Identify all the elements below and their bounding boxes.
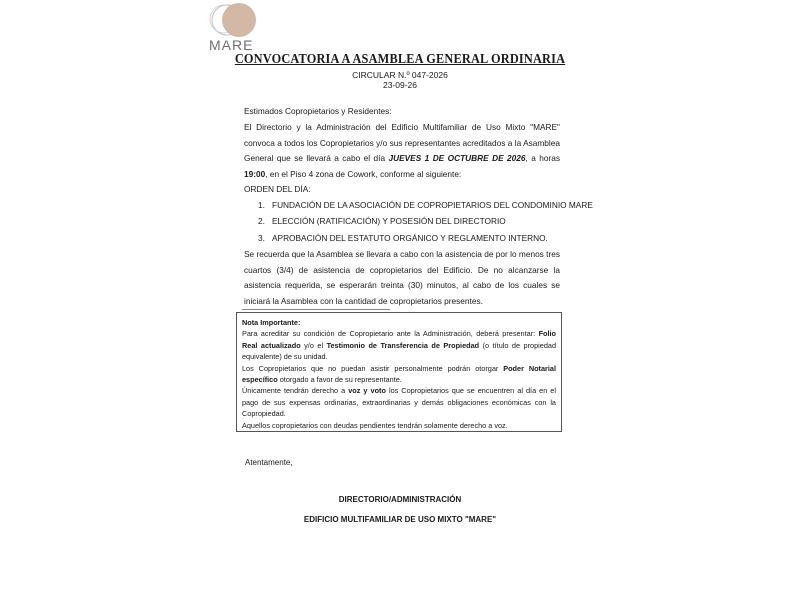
note-text: y/o el <box>300 340 327 350</box>
note-bold-text: Folio Real actualizado <box>242 329 556 350</box>
mare-logo-icon <box>205 2 265 42</box>
note-paragraph-3 <box>242 385 556 419</box>
note-bold-text: Poder Notarial específico <box>242 363 556 385</box>
intro-text-2: , a horas <box>525 153 560 163</box>
note-text: Para acreditar su condición de Copropietario ante la Administración, deberá presentar: <box>242 329 539 339</box>
meeting-time: 19:00 <box>244 168 266 179</box>
agenda-item-number: 3. <box>258 233 265 243</box>
logo-text: MARE <box>209 37 254 53</box>
intro-text-3: , en el Piso 4 zona de Cowork, conforme al siguiente: <box>265 168 462 179</box>
agenda-item-number: 2. <box>258 216 265 226</box>
signer-edificio: EDIFICIO MULTIFAMILIAR DE USO MIXTO "MARE" <box>303 515 497 524</box>
important-note-box <box>236 312 562 432</box>
agenda-item-number: 1. <box>258 200 265 210</box>
agenda-item <box>258 231 548 247</box>
agenda-item-text: APROBACIÓN DEL ESTATUTO ORGÁNICO Y REGLAMENTO INTERNO. <box>272 233 548 243</box>
agenda-item <box>258 214 506 230</box>
note-bold-text: Testimonio de Transferencia de Propiedad <box>326 340 480 350</box>
note-text: Únicamente tendrán derecho a <box>242 386 349 396</box>
meeting-date: JUEVES 1 DE OCTUBRE DE 2026 <box>388 153 526 163</box>
intro-text-1: El Directorio y la Administración del Edificio Multifamiliar de Uso Mixto "MARE" convoca a todos los Copropietarios y/o sus representantes acreditados a la Asamblea General que se llevará a cabo el día <box>244 122 560 163</box>
closing-regards: Atentamente, <box>245 458 293 467</box>
quorum-reminder: Se recuerda que la Asamblea se llevara a cabo con la asistencia de por lo menos tres cuartos (3/4) de asistencia de copropietarios del Edificio. De no alcanzarse la asistencia requerida, se esperarán treinta (30) minutos, al cabo de los cuales se iniciará la Asamblea con la cantidad de copropietarios presentes. <box>244 249 560 306</box>
note-text: (o título de propiedad equivalente) de su unidad. <box>242 340 557 362</box>
agenda-item <box>258 198 593 214</box>
circular-number: CIRCULAR N.º 047-2026 <box>352 70 448 80</box>
agenda-item-text: FUNDACIÓN DE LA ASOCIACIÓN DE COPROPIETARIOS DEL CONDOMINIO MARE <box>272 200 593 210</box>
note-text: Los Copropietarios que no puedan asistir personalmente podrán otorgar <box>242 363 504 373</box>
note-title: Nota Importante: <box>242 318 301 327</box>
mare-logo <box>205 2 265 52</box>
note-bold-text: voz y voto <box>348 386 386 396</box>
agenda-title: ORDEN DEL DÍA: <box>244 184 311 194</box>
document-title: CONVOCATORIA A ASAMBLEA GENERAL ORDINARIA <box>234 52 566 67</box>
note-text: los Copropietarios que se encuentren al día en el pago de sus expensas ordinarias, extraordinarias y demás obligaciones económicas con la Copropiedad. <box>242 386 556 419</box>
note-text: otorgado a favor de su representante. <box>277 375 402 385</box>
signer-directorio: DIRECTORIO/ADMINISTRACIÓN <box>338 495 462 504</box>
note-paragraph-2 <box>242 363 556 386</box>
greeting: Estimados Copropietarios y Residentes: <box>244 106 392 116</box>
document-date: 23-09-26 <box>382 80 418 90</box>
agenda-item-text: ELECCIÓN (RATIFICACIÓN) Y POSESIÓN DEL DIRECTORIO <box>272 216 506 226</box>
divider <box>242 309 390 310</box>
note-paragraph-4: Aquellos copropietarios con deudas pendientes tendrán solamente derecho a voz. <box>242 420 508 430</box>
intro-paragraph <box>244 120 560 182</box>
note-paragraph-1 <box>242 328 556 362</box>
